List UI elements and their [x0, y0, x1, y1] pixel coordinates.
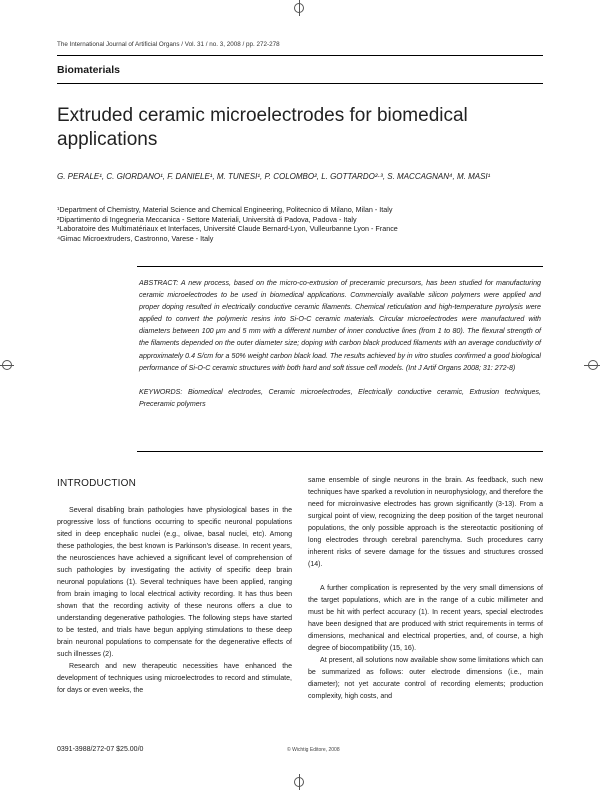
affiliation-2: ²Dipartimento di Ingegneria Meccanica - Settore Materiali, Università di Padova, Padova - Italy — [57, 214, 357, 224]
body-column-left — [57, 505, 292, 697]
affiliation-1: ¹Department of Chemistry, Material Science and Chemical Engineering, Politecnico di Milano, Milan - Italy — [57, 205, 393, 214]
header-rule-top — [57, 55, 543, 56]
affiliation-3: ³Laboratoire des Multimatériaux et Interfaces, Université Claude Bernard-Lyon, Vulleurbanne Lyon - France — [57, 224, 398, 234]
header-rule-bottom — [57, 83, 543, 84]
abstract-text: ABSTRACT: A new process, based on the micro-co-extrusion of preceramic precursors, has been studied for manufacturing ceramic microelectrodes to be used in biomedical applications. Commercially available silicon polymers were applied and proper doping resulted in electrically conductive ceramic filaments. Chemical reticulation and high-temperature pyrolysis were applied to convert the polymeric resins into Si-O-C ceramic materials. Circular microelectrodes were manufactured with diameters between 100 μm and 5 mm with a different number of inner conductive lines (from 1 to 80). The flexural strength of the filaments depended on the outer diameter size; doping with carbon black produced filaments with an average conductivity of approximately 0.4 S/cm for a 50% weight carbon black load. The results achieved by in vitro studies confirmed a good biological performance of Si-O-C ceramic structures with both hard and soft tissue cell models. (Int J Artif Organs 2008; 31: 272-8) — [139, 279, 541, 372]
copyright-notice: © Wichtig Editore, 2008 — [287, 747, 340, 753]
affiliation-4: ⁴Gimac Microextruders, Castronno, Varese - Italy — [57, 233, 214, 243]
abstract-box — [137, 266, 543, 452]
affiliations — [57, 205, 547, 243]
introduction-heading: INTRODUCTION — [57, 478, 137, 489]
article-title: Extruded ceramic microelectrodes for biomedical applications — [57, 105, 468, 150]
body-column-right — [308, 475, 543, 703]
paragraph: A further complication is represented by the very small dimensions of the target populations, which are in the range of a cubic millimeter and must be hit with perfect accuracy (1). In recent years, special electrodes have been designed that are produced with strict requirements in terms of dimensions, mechanical and electrical properties, and, of course, a high degree of biocompatibility (15, 16). — [308, 585, 543, 652]
issn-code: 0391-3988/272-07 $25.00/0 — [57, 746, 144, 753]
keywords-text: KEYWORDS: Biomedical electrodes, Ceramic microelectrodes, Electrically conductive ceramic, Extrusion techniques, Preceramic polymers — [139, 387, 541, 408]
journal-header: The International Journal of Artificial Organs / Vol. 31 / no. 3, 2008 / pp. 272-278 — [57, 41, 280, 48]
paragraph: At present, all solutions now available show some limitations which can be summarized as follows: outer electrode dimensions (i.e., main diameter); not yet accurate control of recording elements; production complexity, high costs, and — [308, 657, 543, 700]
paragraph-continued: same ensemble of single neurons in the brain. As feedback, such new techniques have sparked a revolution in neurophysiology, and therefore the need for microinvasive electrodes has grown significantly (3-13). From a surgical point of view, recognizing the deep position of the target neuronal populations, the only possible approach is the stereotactic positioning of long electrodes through cerebral parenchyma. Such procedures carry inherent risks of severe damage for the tissues and structures crossed (14). — [308, 477, 543, 568]
paragraph: Several disabling brain pathologies have physiological bases in the progressive loss of functions occurring to specific neuronal populations sited in deep encephalic nuclei (e.g., olivae, basal nuclei, etc). Among these pathologies, the best known is Parkinson's disease. In recent years, the neurosciences have achieved a significant level of comprehension of such pathologies by investigating the activity of specific deep brain neuronal populations (1). Several techniques have been applied, ranging from brain imaging to local electrical activity recording. It has thus been shown that the recording activity of these neurons offers a clue to understanding degenerative pathologies. The following steps have started to be tested, and trials have begun applying stimulations to these deep brain neuronal populations to compensate for the degenerative effects of such illnesses (2). — [57, 507, 292, 658]
author-list: G. PERALE¹, C. GIORDANO¹, F. DANIELE¹, M. TUNESI¹, P. COLOMBO², L. GOTTARDO²·³, S. MACCAGNAN⁴, M. MASI¹ — [57, 172, 491, 181]
section-label: Biomaterials — [57, 64, 121, 76]
paragraph: Research and new therapeutic necessities have enhanced the development of techniques using microelectrodes to record and stimulate, for days or even weeks, the — [57, 663, 292, 694]
